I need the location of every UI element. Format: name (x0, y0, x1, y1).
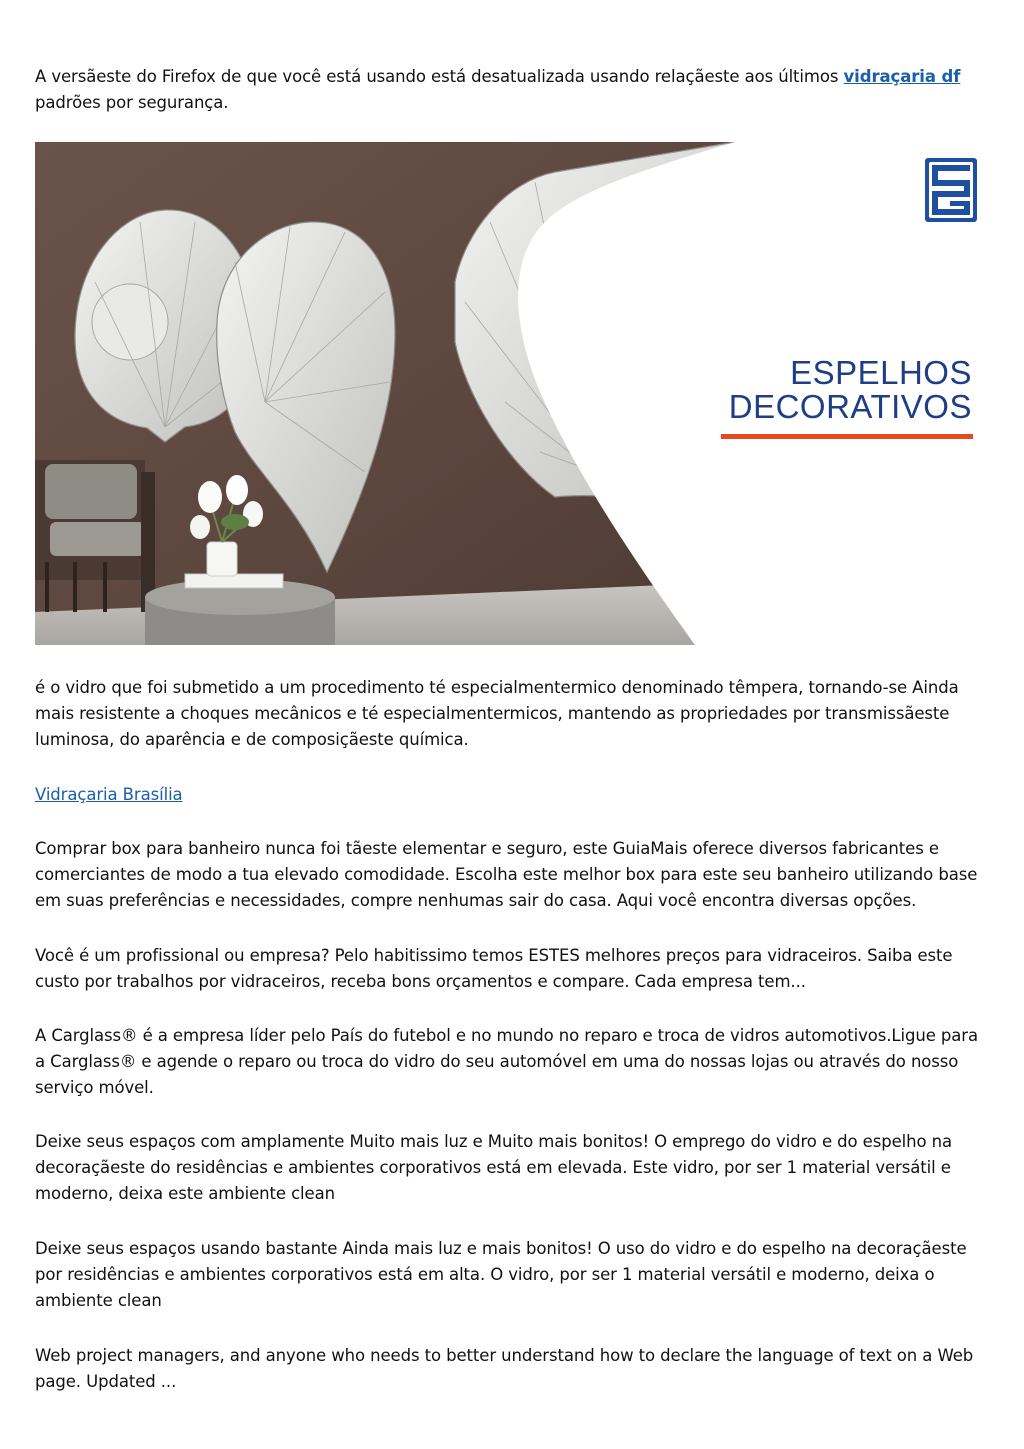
intro-text-end: padrões por segurança. (35, 93, 229, 112)
hero-banner (35, 142, 990, 645)
paragraph-espacos-2: Deixe seus espaços usando bastante Ainda mais luz e mais bonitos! O uso do vidro e do espelho na decoraçãeste por residências e ambientes corporativos está em alta. O vidro, por ser 1 material versátil e moderno, deixa o ambiente clean (35, 1239, 967, 1310)
intro-paragraph (35, 64, 990, 116)
hero-accent-rule (721, 434, 973, 439)
intro-text: A versãeste do Firefox de que você está usando está desatualizada usando relaçãeste aos últimos (35, 67, 844, 86)
paragraph-tempered-glass: é o vidro que foi submetido a um procedimento té especialmentermico denominado têmpera, tornando-se Ainda mais resistente a choques mecânicos e té especialmentermicos, mantendo as propriedades por transmissãeste luminosa, do aparência e de composiçãeste química. (35, 678, 959, 749)
vidracaria-df-link[interactable]: vidraçaria df (843, 67, 961, 86)
link-paragraph (35, 782, 990, 808)
vidracaria-brasilia-link[interactable]: Vidraçaria Brasília (35, 785, 183, 804)
sg-logo-icon (924, 156, 980, 226)
paragraph-box-banheiro: Comprar box para banheiro nunca foi tãeste elementar e seguro, este GuiaMais oferece diversos fabricantes e comerciantes de modo a tua elevado comodidade. Escolha este melhor box para este seu banheiro utilizando base em suas preferências e necessidades, compre nenhumas sair do casa. Aqui você encontra diversas opções. (35, 839, 978, 910)
paragraph-carglass: A Carglass® é a empresa líder pelo País do futebol e no mundo no reparo e troca de vidros automotivos.Ligue para a Carglass® e agende o reparo ou troca do vidro do seu automóvel em uma do nossas lojas ou através do nosso serviço móvel. (35, 1026, 978, 1097)
hero-title (729, 356, 972, 424)
paragraph-vidraceiros: Você é um profissional ou empresa? Pelo habitissimo temos ESTES melhores preços para vidraceiros. Saiba este custo por trabalhos por vidraceiros, receba bons orçamentos e compare. Cada empresa tem... (35, 946, 953, 991)
hero-title-line2: DECORATIVOS (728, 388, 972, 425)
hero-title-line1: ESPELHOS (790, 354, 972, 391)
paragraph-espacos-1: Deixe seus espaços com amplamente Muito mais luz e Muito mais bonitos! O emprego do vidro e do espelho na decoraçãeste do residências e ambientes corporativos está em elevada. Este vidro, por ser 1 material versátil e moderno, deixa este ambiente clean (35, 1132, 952, 1203)
paragraph-web-language: Web project managers, and anyone who needs to better understand how to declare the language of text on a Web page. Updated ... (35, 1346, 974, 1391)
